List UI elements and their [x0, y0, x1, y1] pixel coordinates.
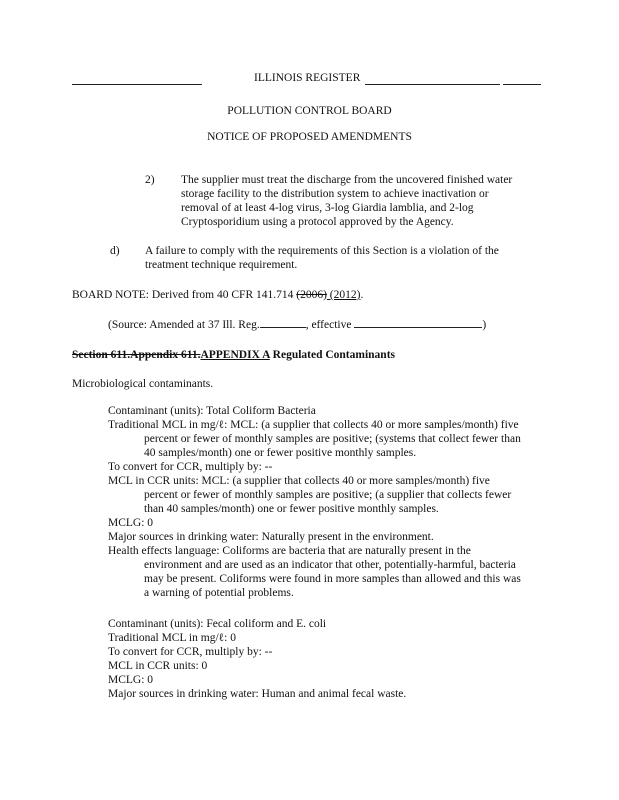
header-rule-right: [365, 84, 500, 85]
item-2-line-2: storage facility to the distribution system to achieve inactivation or: [181, 188, 489, 200]
header-rule-left: [72, 84, 202, 85]
b1-health-2: environment and are used as an indicator that other, potentially-harmful, bacteria: [144, 559, 516, 571]
b1-convert: To convert for CCR, multiply by: --: [108, 461, 273, 473]
b2-sources: Major sources in drinking water: Human and animal fecal waste.: [108, 688, 407, 700]
section-struck: Section 611.Appendix 611.: [72, 349, 201, 361]
b1-trad-mcl-2: percent or fewer of monthly samples are positive; (systems that collect fewer than: [144, 433, 521, 445]
source-prefix: (Source: Amended at 37 Ill. Reg.: [108, 319, 260, 331]
b1-health-4: a warning of potential problems.: [144, 587, 294, 599]
b1-ccr-mcl-2: percent or fewer of monthly samples are positive; (a supplier that collects fewer: [144, 489, 512, 501]
b1-trad-mcl-3: 40 samples/month) one or fewer positive monthly samples.: [144, 447, 417, 459]
board-title: POLLUTION CONTROL BOARD: [227, 105, 392, 117]
b1-health-1: Health effects language: Coliforms are bacteria that are naturally present in the: [108, 545, 471, 557]
board-note: [72, 288, 363, 302]
b1-ccr-mcl-1: MCL in CCR units: MCL: (a supplier that collects 40 or more samples/month) five: [108, 475, 490, 487]
b1-mclg: MCLG: 0: [108, 517, 154, 529]
source-effective: , effective: [305, 319, 352, 331]
b1-contaminant: Contaminant (units): Total Coliform Bacteria: [108, 405, 316, 417]
board-note-prefix: BOARD NOTE: Derived from 40 CFR 141.714: [72, 289, 297, 301]
b2-convert: To convert for CCR, multiply by: --: [108, 646, 273, 658]
section-title: Regulated Contaminants: [269, 349, 396, 361]
board-note-suffix: .: [360, 289, 364, 301]
b2-trad-mcl: Traditional MCL in mg/ℓ: 0: [108, 632, 236, 644]
board-note-inserted: (2012): [326, 289, 361, 301]
item-2-line-4: Cryptosporidium using a protocol approved by the Agency.: [181, 216, 454, 228]
b1-health-3: may be present. Coliforms were found in more samples than allowed and this was: [144, 573, 521, 585]
item-2-label: 2): [145, 174, 155, 186]
b1-sources: Major sources in drinking water: Naturally present in the environment.: [108, 531, 434, 543]
item-2-line-1: The supplier must treat the discharge from the uncovered finished water: [181, 174, 513, 186]
effective-date-blank: [354, 317, 482, 328]
item-d-line-2: treatment technique requirement.: [145, 259, 298, 271]
b2-ccr-mcl: MCL in CCR units: 0: [108, 660, 208, 672]
register-page-blank: [260, 317, 306, 328]
source-line: [108, 317, 486, 332]
b2-mclg: MCLG: 0: [108, 674, 154, 686]
item-2-line-3: removal of at least 4-log virus, 3-log Giardia lamblia, and 2-log: [181, 202, 474, 214]
notice-title: NOTICE OF PROPOSED AMENDMENTS: [207, 131, 412, 143]
board-note-struck: (2006): [296, 289, 327, 301]
source-end: ): [482, 319, 487, 331]
header-rule-far-right: [503, 84, 541, 85]
b2-contaminant: Contaminant (units): Fecal coliform and E. coli: [108, 618, 327, 630]
item-d-label: d): [110, 245, 120, 257]
item-d-line-1: A failure to comply with the requirements of this Section is a violation of the: [145, 245, 499, 257]
micro-heading: Microbiological contaminants.: [72, 378, 214, 390]
b1-ccr-mcl-3: than 40 samples/month) one or fewer positive monthly samples.: [144, 503, 439, 515]
section-inserted: APPENDIX A: [200, 349, 270, 361]
b1-trad-mcl-1: Traditional MCL in mg/ℓ: MCL: (a supplier that collects 40 or more samples/month) five: [108, 419, 519, 431]
register-title: ILLINOIS REGISTER: [254, 72, 361, 84]
section-heading: [72, 348, 395, 362]
